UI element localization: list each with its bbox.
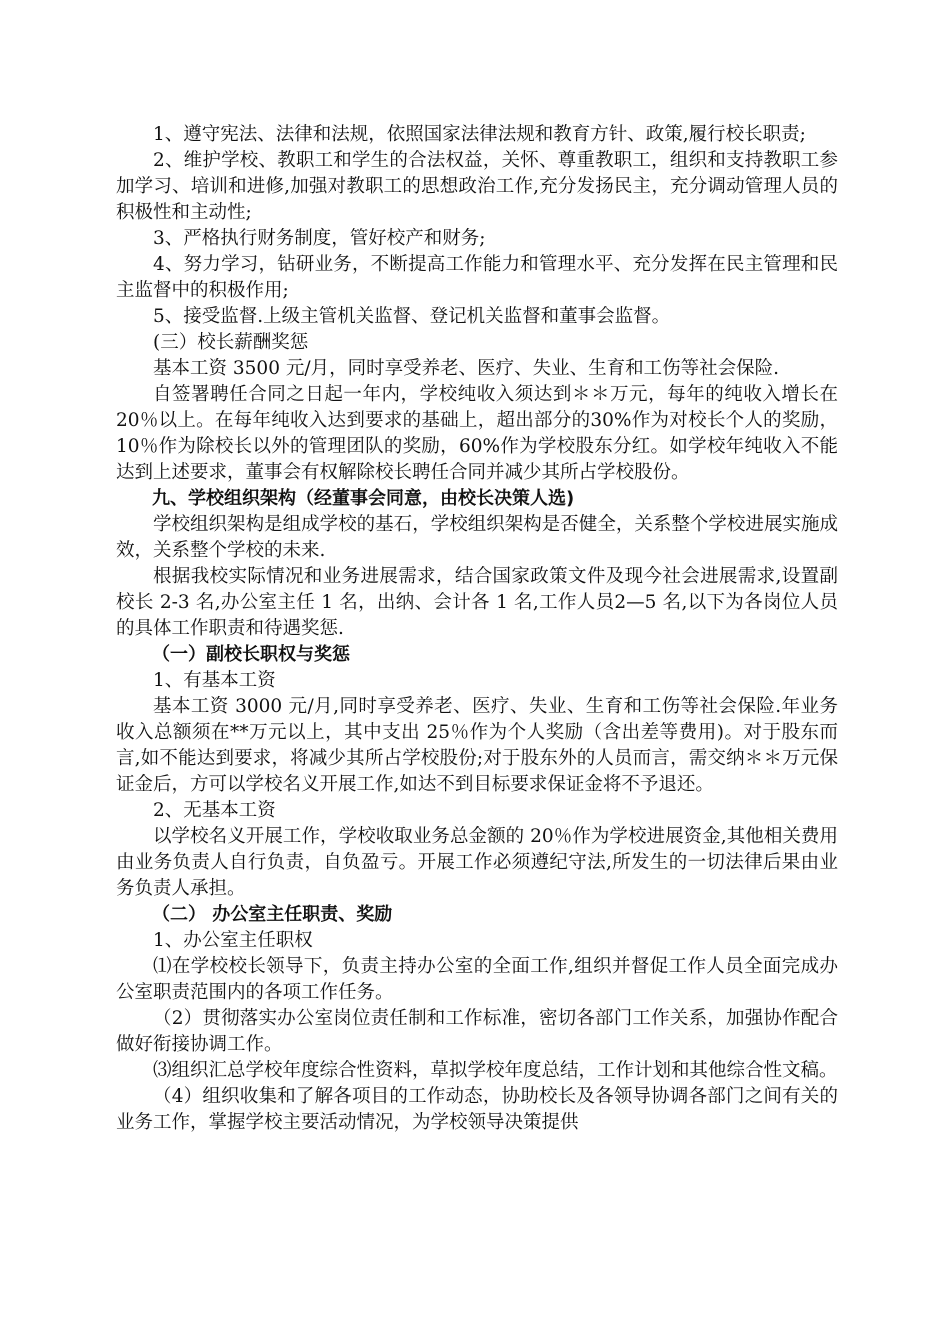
subsection-heading-office-director: （二） 办公室主任职责、奖励	[152, 904, 393, 925]
vice-principal-option-2: 2、无基本工资	[153, 800, 276, 821]
document-body	[116, 122, 838, 1136]
office-director-powers-title: 1、办公室主任职权	[153, 930, 313, 951]
organization-intro: 学校组织架构是组成学校的基石，学校组织架构是否健全，关系整个学校进展实施成效，关系整个学校的未来.	[116, 514, 838, 561]
office-director-duty-3: ⑶组织汇总学校年度综合性资料，草拟学校年度总结，工作计划和其他综合性文稿。	[153, 1060, 838, 1081]
duty-item-1: 1、遵守宪法、法律和法规，依照国家法律法规和教育方针、政策,履行校长职责;	[153, 124, 806, 145]
duty-item-3: 3、严格执行财务制度，管好校产和财务;	[153, 228, 486, 249]
office-director-duty-1: ⑴在学校校长领导下，负责主持办公室的全面工作,组织并督促工作人员全面完成办公室职责范围内的各项工作任务。	[116, 956, 838, 1003]
duty-item-2: 2、维护学校、教职工和学生的合法权益，关怀、尊重教职工，组织和支持教职工参加学习、培训和进修,加强对教职工的思想政治工作,充分发扬民主，充分调动管理人员的积极性和主动性;	[116, 150, 838, 223]
office-director-duty-4: （4）组织收集和了解各项目的工作动态，协助校长及各领导协调各部门之间有关的业务工作，掌握学校主要活动情况，为学校领导决策提供	[116, 1086, 838, 1133]
section-heading-organization: 九、学校组织架构（经董事会同意，由校长决策人选)	[152, 488, 575, 509]
vice-principal-salary-terms: 基本工资 3000 元/月,同时享受养老、医疗、失业、生育和工伤等社会保险.年业务收入总额须在**万元以上，其中支出 25％作为个人奖励（含出差等费用)。对于股东而言,如不能达到要求，将减少其所占学校股份;对于股东外的人员而言，需交纳＊＊万元保证金后，方可以学校名义开展工作,如达不到目标要求保证金将不予退还。	[116, 696, 838, 795]
office-director-duty-2: （2）贯彻落实办公室岗位责任制和工作标准，密切各部门工作关系，加强协作配合做好衔接协调工作。	[116, 1008, 838, 1055]
vice-principal-option-1: 1、有基本工资	[153, 670, 276, 691]
duty-item-4: 4、努力学习，钻研业务，不断提高工作能力和管理水平、充分发挥在民主管理和民主监督中的积极作用;	[116, 254, 838, 301]
principal-base-salary: 基本工资 3500 元/月，同时享受养老、医疗、失业、生育和工伤等社会保险.	[153, 358, 779, 379]
vice-principal-no-salary-terms: 以学校名义开展工作，学校收取业务总金额的 20％作为学校进展资金,其他相关费用由业务负责人自行负责，自负盈亏。开展工作必须遵纪守法,所发生的一切法律后果由业务负责人承担。	[116, 826, 838, 899]
subsection-title-principal-pay: (三）校长薪酬奖惩	[153, 332, 309, 353]
principal-bonus-terms: 自签署聘任合同之日起一年内，学校纯收入须达到＊＊万元，每年的纯收入增长在 20％以上。在每年纯收入达到要求的基础上，超出部分的30%作为对校长个人的奖励，10％作为除校长以外的管理团队的奖励，60%作为学校股东分红。如学校年纯收入不能达到上述要求，董事会有权解除校长聘任合同并减少其所占学校股份。	[116, 384, 838, 483]
duty-item-5: 5、接受监督.上级主管机关监督、登记机关监督和董事会监督。	[153, 306, 671, 327]
subsection-heading-vice-principal: （一）副校长职权与奖惩	[152, 644, 350, 665]
staffing-plan: 根据我校实际情况和业务进展需求，结合国家政策文件及现今社会进展需求,设置副校长 2-3 名,办公室主任 1 名，出纳、会计各 1 名,工作人员2—5 名,以下为各岗位人员的具体工作职责和待遇奖惩.	[116, 566, 838, 639]
